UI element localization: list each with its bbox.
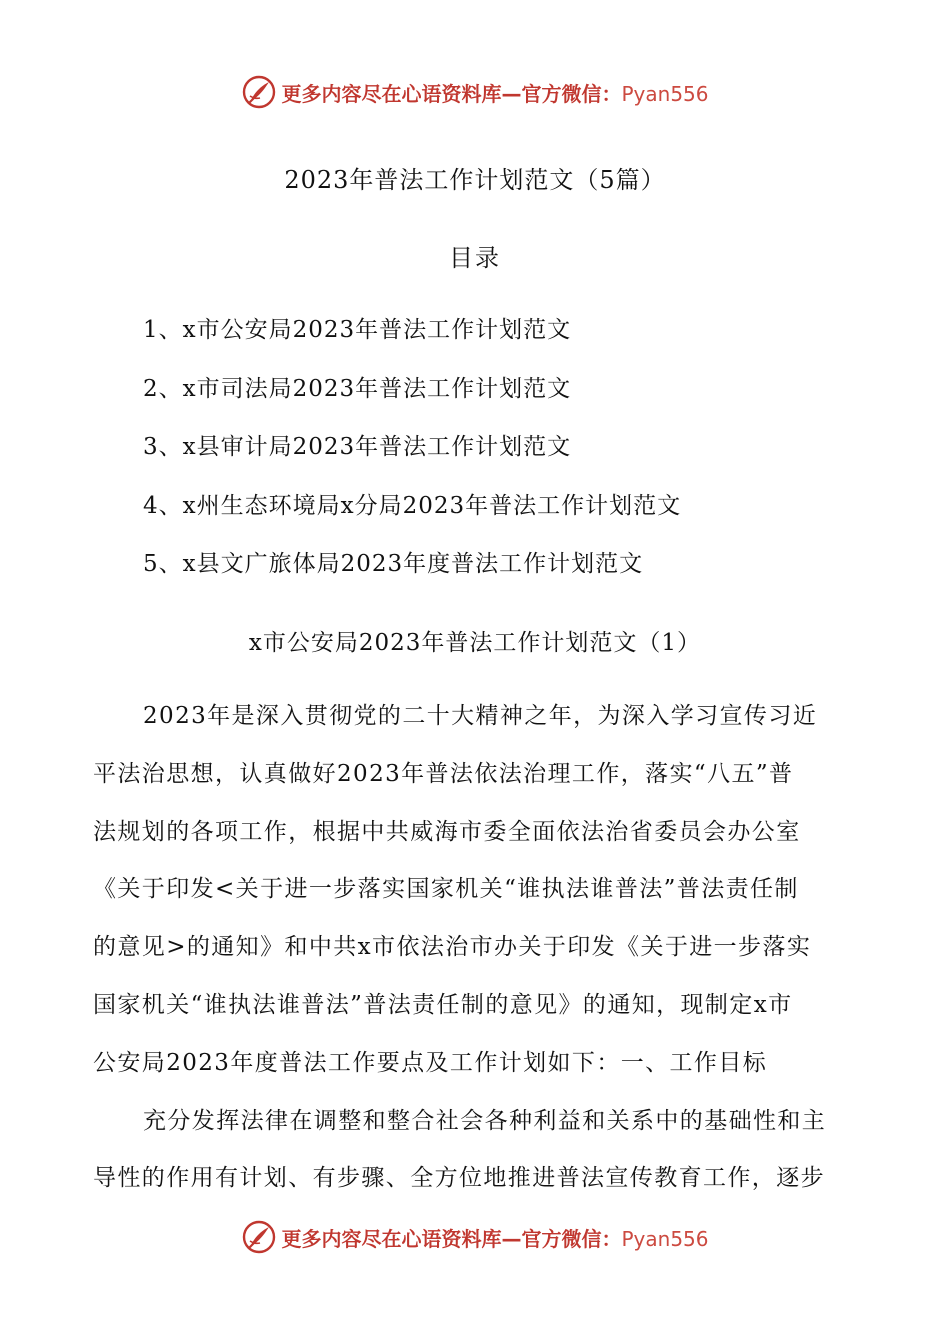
paragraph-1-line: 公安局2023年度普法工作要点及工作计划如下：一、工作目标 [93,1049,768,1076]
paragraph-1-line: 法规划的各项工作，根据中共威海市委全面依法治省委员会办公室 [93,818,801,845]
paragraph-2-line: 导性的作用有计划、有步骤、全方位地推进普法宣传教育工作，逐步 [93,1165,825,1192]
top-watermark-banner [0,70,950,114]
watermark-wechat-id: Pyan556 [621,81,709,106]
watermark-main-text: 更多内容尽在心语资料库—官方微信： [281,81,622,106]
quill-logo-icon [241,74,277,110]
toc-item: 2、x市司法局2023年普法工作计划范文 [143,375,572,402]
table-of-contents [143,312,863,605]
quill-logo-icon [241,1219,277,1255]
toc-item: 5、x县文广旅体局2023年度普法工作计划范文 [143,551,644,577]
watermark-text [281,1223,708,1252]
toc-item: 1、x市公安局2023年普法工作计划范文 [143,317,572,343]
bottom-watermark-banner [0,1215,950,1259]
body-text [93,688,863,1208]
paragraph-1-line: 的意见>的通知》和中共x市依法治市办关于印发《关于进一步落实 [93,934,812,961]
watermark-text [281,78,708,107]
watermark-wechat-id: Pyan556 [621,1226,709,1251]
document-title: 2023年普法工作计划范文（5篇） [284,166,666,194]
watermark-main-text: 更多内容尽在心语资料库—官方微信： [281,1226,622,1251]
toc-item: 4、x州生态环境局x分局2023年普法工作计划范文 [143,492,682,519]
toc-item: 3、x县审计局2023年普法工作计划范文 [143,434,572,460]
toc-heading: 目录 [449,244,501,272]
paragraph-2-line: 充分发挥法律在调整和整合社会各种利益和关系中的基础性和主 [143,1107,827,1134]
section-title: x市公安局2023年普法工作计划范文（1） [248,630,702,656]
paragraph-1-line: 《关于印发<关于进一步落实国家机关“谁执法谁普法”普法责任制 [93,876,799,903]
paragraph-1-line: 国家机关“谁执法谁普法”普法责任制的意见》的通知，现制定x市 [93,991,793,1018]
paragraph-1-line: 平法治思想，认真做好2023年普法依法治理工作，落实“八五”普 [93,760,794,787]
paragraph-1-line: 2023年是深入贯彻党的二十大精神之年，为深入学习宣传习近 [143,703,818,729]
